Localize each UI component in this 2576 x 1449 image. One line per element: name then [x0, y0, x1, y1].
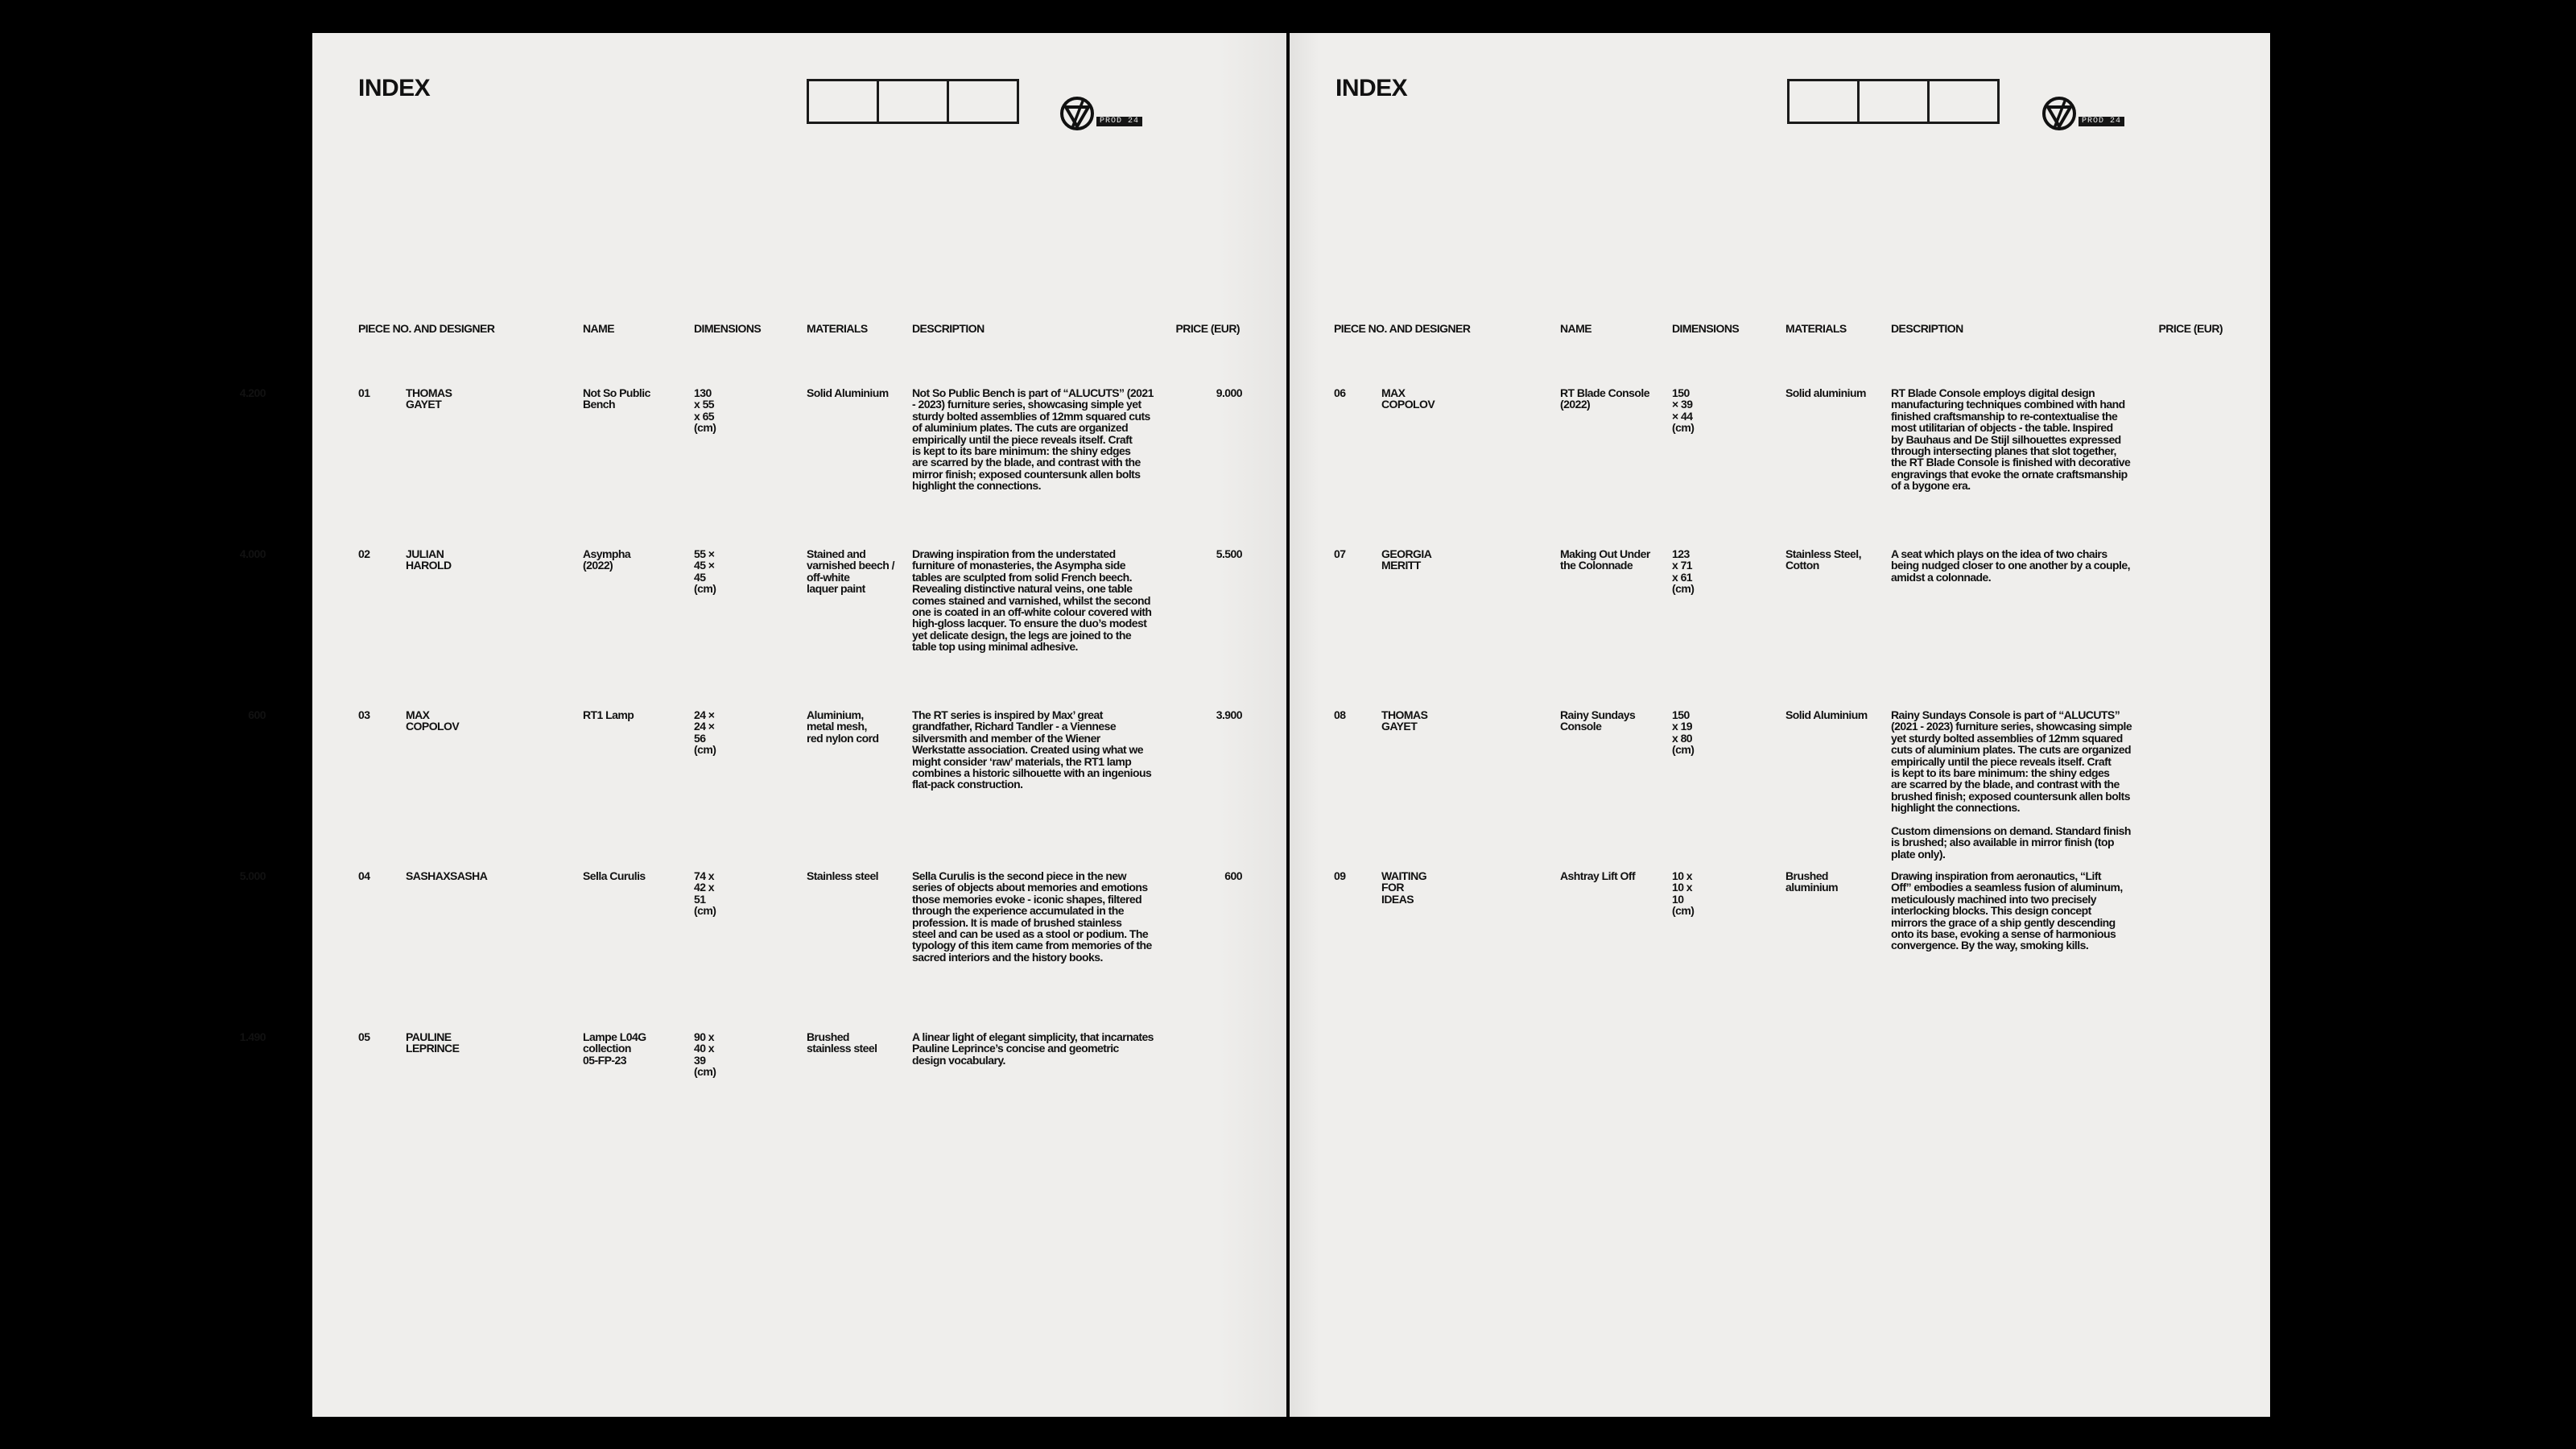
header-dimensions: DIMENSIONS: [694, 322, 762, 335]
description-line: grandfather, Richard Tandler - a Viennese: [912, 720, 1117, 733]
materials-line: off-white: [807, 570, 850, 584]
price: 4.000: [239, 547, 266, 560]
logo-badge: PROD 24: [1096, 117, 1142, 126]
description: [1891, 870, 2123, 952]
header-boxes: [807, 79, 1019, 124]
description-line: are scarred by the blade, and contrast with the: [1891, 778, 2120, 791]
price: 3.900: [1216, 708, 1242, 721]
description-line: Werkstatte association. Created using what we: [912, 743, 1143, 757]
name: [1560, 709, 1635, 733]
header-name: NAME: [1560, 322, 1592, 335]
name: [1560, 548, 1650, 572]
materials-line: Brushed: [807, 1030, 849, 1043]
header-price: PRICE (EUR): [1175, 322, 1240, 335]
materials: [1785, 387, 1866, 398]
dimensions: 90 x 40 x 39 (cm): [694, 1030, 716, 1079]
materials-line: Stainless Steel,: [1785, 547, 1861, 560]
description-line: steel and can be used as a stool or podium. The: [912, 927, 1149, 941]
description-line: Custom dimensions on demand. Standard finish: [1891, 824, 2131, 838]
description-line: silversmith and member of the Wiener: [912, 731, 1100, 745]
description-line: convergence. By the way, smoking kills.: [1891, 939, 2089, 952]
name-line: RT1 Lamp: [583, 708, 634, 721]
materials: [1785, 709, 1868, 720]
description-line: mirrors the grace of a ship gently descending: [1891, 915, 2116, 929]
name-line: Lampe L04G: [583, 1030, 646, 1043]
brand-logo-icon: [1059, 96, 1095, 135]
description-line: highlight the connections.: [1891, 801, 2020, 815]
description-line: [1891, 814, 2132, 825]
designer: WAITING FOR IDEAS: [1381, 869, 1427, 906]
dimensions: 150 x 19 x 80 (cm): [1672, 708, 1695, 757]
price: 4.200: [239, 386, 266, 399]
designer: GEORGIA MERITT: [1381, 547, 1431, 572]
description-line: brushed finish; exposed countersunk allen bolts: [1891, 789, 2130, 803]
dimensions: 123 x 71 x 61 (cm): [1672, 547, 1695, 596]
description-line: empirically until the piece reveals itself. Craft: [912, 432, 1133, 446]
description-line: Revealing distinctive natural veins, one table: [912, 582, 1133, 596]
designer: MAX COPOLOV: [1381, 386, 1435, 411]
header-description: DESCRIPTION: [912, 322, 985, 335]
description-line: design vocabulary.: [912, 1053, 1005, 1067]
header-box: [879, 81, 949, 122]
materials-line: Solid Aluminium: [807, 386, 889, 399]
header-boxes: [1787, 79, 2000, 124]
materials-line: stainless steel: [807, 1042, 877, 1055]
materials-line: Aluminium,: [807, 708, 864, 721]
piece-number: 08: [1334, 708, 1346, 721]
header-materials: MATERIALS: [1785, 322, 1847, 335]
materials-line: laquer paint: [807, 582, 865, 596]
dimensions: 150 × 39 × 44 (cm): [1672, 386, 1695, 435]
description: [1891, 709, 2132, 860]
materials: [807, 548, 894, 595]
description: [912, 548, 1151, 653]
description-line: typology of this item came from memories of the: [912, 939, 1152, 952]
materials-line: Solid Aluminium: [1785, 708, 1868, 721]
description-line: yet sturdy bolted assemblies of 12mm squared: [1891, 731, 2123, 745]
name: [1560, 387, 1649, 411]
header-box: [949, 81, 1017, 122]
header-piece-designer: PIECE NO. AND DESIGNER: [1334, 322, 1471, 335]
description: [912, 1031, 1154, 1066]
designer: THOMAS GAYET: [1381, 708, 1428, 733]
page-title: INDEX: [1335, 75, 1408, 101]
description-line: Drawing inspiration from aeronautics, “Lift: [1891, 869, 2102, 882]
description-line: of a bygone era.: [1891, 479, 1971, 493]
description-line: mirror finish; exposed countersunk allen bolts: [912, 467, 1141, 481]
materials-line: Stainless steel: [807, 869, 879, 882]
price: 5.500: [1216, 547, 1242, 560]
piece-number: 06: [1334, 386, 1346, 399]
header-box: [1860, 81, 1930, 122]
name-line: Rainy Sundays: [1560, 708, 1636, 721]
name-line: Asympha: [583, 547, 631, 560]
description-line: one is coated in an off-white colour covered with: [912, 605, 1152, 619]
description-line: RT Blade Console employs digital design: [1891, 386, 2095, 399]
name: [583, 387, 650, 411]
name-line: Not So Public: [583, 386, 650, 399]
header-box: [809, 81, 879, 122]
description-line: flat-pack construction.: [912, 778, 1023, 791]
description: [912, 387, 1154, 492]
name-line: Console: [1560, 720, 1602, 733]
name-line: Ashtray Lift Off: [1560, 869, 1636, 882]
description-line: is kept to its bare minimum: the shiny edges: [912, 444, 1131, 458]
materials: [807, 709, 879, 744]
description-line: A seat which plays on the idea of two chairs: [1891, 547, 2107, 560]
description-line: meticulously machined into two precisely: [1891, 892, 2096, 906]
materials-line: varnished beech /: [807, 559, 894, 572]
price: 600: [1224, 869, 1242, 882]
description-line: comes stained and varnished, whilst the second: [912, 593, 1151, 607]
description-line: profession. It is made of brushed stainless: [912, 915, 1122, 929]
name: [1560, 870, 1635, 881]
header-piece-designer: PIECE NO. AND DESIGNER: [358, 322, 495, 335]
description-line: empirically until the piece reveals itself. Craft: [1891, 754, 2112, 768]
name-line: Making Out Under: [1560, 547, 1650, 560]
right-page: [1216, 33, 2270, 1417]
dimensions: 10 x 10 x 10 (cm): [1672, 869, 1695, 918]
dimensions: 55 × 45 × 45 (cm): [694, 547, 716, 596]
piece-number: 09: [1334, 869, 1346, 882]
description-line: those memories evoke - iconic shapes, filtered: [912, 892, 1142, 906]
description: [1891, 387, 2130, 492]
description-line: of aluminium plates. The cuts are organized: [912, 421, 1129, 435]
description-line: finished craftsmanship to re-contextualise the: [1891, 409, 2118, 423]
piece-number: 05: [358, 1030, 370, 1043]
designer: PAULINE LEPRINCE: [406, 1030, 460, 1055]
description-line: sacred interiors and the history books.: [912, 950, 1103, 964]
description: [912, 709, 1151, 791]
description-line: Drawing inspiration from the understated: [912, 547, 1116, 560]
description-line: Pauline Leprince’s concise and geometric: [912, 1042, 1119, 1055]
price: 9.000: [1216, 386, 1242, 399]
description-line: high-gloss lacquer. To ensure the duo’s modest: [912, 617, 1147, 630]
materials: [807, 1031, 877, 1055]
piece-number: 01: [358, 386, 370, 399]
page-title: INDEX: [358, 75, 431, 101]
header-dimensions: DIMENSIONS: [1672, 322, 1740, 335]
description-line: cuts of aluminium plates. The cuts are organized: [1891, 743, 2131, 757]
header-materials: MATERIALS: [807, 322, 868, 335]
name: [583, 709, 634, 720]
description-line: interlocking blocks. This design concept: [1891, 904, 2091, 918]
designer: THOMAS GAYET: [406, 386, 452, 411]
logo-badge: PROD 24: [2079, 117, 2124, 126]
description-line: Sella Curulis is the second piece in the new: [912, 869, 1126, 882]
description-line: sturdy bolted assemblies of 12mm squared cuts: [912, 409, 1150, 423]
piece-number: 07: [1334, 547, 1346, 560]
name-line: 05-FP-23: [583, 1053, 626, 1067]
description-line: (2021 - 2023) furniture series, showcasing simple: [1891, 720, 2132, 733]
description-line: The RT series is inspired by Max’ great: [912, 708, 1103, 721]
description-line: yet delicate design, the legs are joined to the: [912, 628, 1132, 642]
materials-line: Brushed: [1785, 869, 1828, 882]
dimensions: 24 × 24 × 56 (cm): [694, 708, 716, 757]
name: [583, 548, 630, 572]
description: [912, 870, 1152, 963]
piece-number: 02: [358, 547, 370, 560]
materials-line: Solid aluminium: [1785, 386, 1866, 399]
description-line: Off” embodies a seamless fusion of aluminum,: [1891, 881, 2123, 894]
price: 1.490: [239, 1030, 266, 1043]
description-line: - 2023) furniture series, showcasing simple yet: [912, 398, 1141, 411]
description-line: plate only).: [1891, 847, 1946, 861]
price: 5.000: [239, 869, 266, 882]
description-line: onto its base, evoking a sense of harmonious: [1891, 927, 2116, 941]
description-line: through the experience accumulated in the: [912, 904, 1124, 918]
name-line: RT Blade Console: [1560, 386, 1649, 399]
left-page: [239, 33, 1286, 1417]
description-line: might consider ‘raw’ materials, the RT1 lamp: [912, 754, 1132, 768]
description-line: series of objects about memories and emotions: [912, 881, 1148, 894]
materials: [1785, 548, 1861, 572]
description-line: table top using minimal adhesive.: [912, 640, 1078, 654]
name-line: (2022): [1560, 398, 1591, 411]
description-line: the RT Blade Console is finished with decorative: [1891, 456, 2131, 469]
materials-line: metal mesh,: [807, 720, 867, 733]
description-line: combines a historic silhouette with an ingenious: [912, 766, 1152, 780]
header-name: NAME: [583, 322, 615, 335]
description-line: is brushed; also available in mirror finish (top: [1891, 836, 2114, 849]
description-line: manufacturing techniques combined with hand: [1891, 398, 2125, 411]
name-line: Sella Curulis: [583, 869, 646, 882]
description-line: Not So Public Bench is part of “ALUCUTS” (2021: [912, 386, 1154, 399]
header-description: DESCRIPTION: [1891, 322, 1963, 335]
materials: [1785, 870, 1838, 894]
piece-number: 03: [358, 708, 370, 721]
name-line: (2022): [583, 559, 613, 572]
materials-line: aluminium: [1785, 881, 1839, 894]
header-price: PRICE (EUR): [2158, 322, 2223, 335]
dimensions: 130 x 55 x 65 (cm): [694, 386, 716, 435]
description-line: most utilitarian of objects - the table. Inspired: [1891, 421, 2113, 435]
description-line: amidst a colonnade.: [1891, 570, 1992, 584]
price: 600: [248, 708, 266, 721]
materials: [807, 387, 889, 398]
name: [583, 1031, 646, 1066]
description-line: Rainy Sundays Console is part of “ALUCUTS”: [1891, 708, 2120, 721]
materials-line: Stained and: [807, 547, 866, 560]
brand-logo-icon: [2041, 96, 2077, 135]
description-line: highlight the connections.: [912, 479, 1041, 493]
header-box: [1790, 81, 1860, 122]
description-line: tables are sculpted from solid French beech.: [912, 570, 1132, 584]
materials-line: red nylon cord: [807, 731, 879, 745]
description-line: A linear light of elegant simplicity, that incarnates: [912, 1030, 1154, 1043]
description-line: engravings that evoke the ornate craftsmanship: [1891, 467, 2128, 481]
description-line: being nudged closer to one another by a couple,: [1891, 559, 2130, 572]
name: [583, 870, 646, 881]
designer: JULIAN HAROLD: [406, 547, 452, 572]
materials: [807, 870, 878, 881]
header-box: [1930, 81, 1997, 122]
description-line: is kept to its bare minimum: the shiny edges: [1891, 766, 2110, 780]
piece-number: 04: [358, 869, 370, 882]
description-line: are scarred by the blade, and contrast with the: [912, 456, 1141, 469]
description: [1891, 548, 2130, 583]
name-line: collection: [583, 1042, 631, 1055]
description-line: furniture of monasteries, the Asympha side: [912, 559, 1126, 572]
designer: SASHAXSASHA: [406, 869, 488, 882]
name-line: Bench: [583, 398, 616, 411]
materials-line: Cotton: [1785, 559, 1819, 572]
description-line: through intersecting planes that slot together,: [1891, 444, 2116, 458]
name-line: the Colonnade: [1560, 559, 1633, 572]
dimensions: 74 x 42 x 51 (cm): [694, 869, 716, 918]
designer: MAX COPOLOV: [406, 708, 460, 733]
description-line: by Bauhaus and De Stijl silhouettes expressed: [1891, 432, 2121, 446]
